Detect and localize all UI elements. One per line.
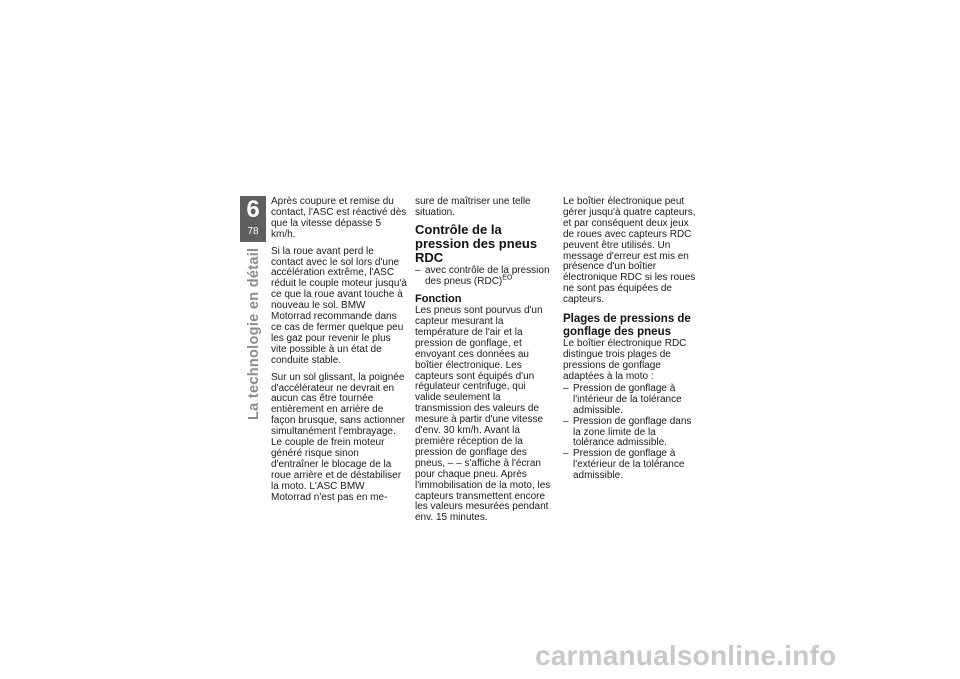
chapter-title: La technologie en détail [246,247,262,420]
paragraph: Sur un sol glissant, la poignée d'accélérateur ne devrait en aucun cas être tournée entièrement en arrière de façon brusque, sans actionner simultanément l'embrayage. Le couple de frein moteur généré risque sinon d'entraîner le blocage de la roue arrière et de déstabiliser la moto. L'ASC BMW Motorrad n'est pas en me- [271,371,405,503]
paragraph: Les pneus sont pourvus d'un capteur mesurant la température de l'air et la pression de gonflage, et envoyant ces données au boîtier électronique. Les capteurs sont équipés d'un régulateur centrifuge, qui valide seulement la transmission des valeurs de mesure à partir d'une vitesse d'env. 30 km/h. Avant la première réception de la pression de gonflage des pneus, – – s'affiche à l'écran pour chaque pneu. Après l'immobilisation de la moto, les capteurs transmettent encore les valeurs mesurées pendant env. 15 minutes. [415,305,551,524]
list-item: – Pression de gonflage à l'intérieur de la tolérance admissible. [563,384,699,417]
bullet-list [563,384,699,482]
page-number: 78 [247,226,259,237]
watermark: carmanualsonline.info [535,640,837,671]
chapter-tab [240,196,266,242]
paragraph: Le boîtier électronique RDC distingue trois plages de pressions de gonflage adaptées à la moto : [563,338,687,382]
list-item [415,266,551,288]
list-item-text: avec contrôle de la pression des pneus (RDC) [425,264,550,287]
list-item: – Pression de gonflage dans la zone limite de la tolérance admissible. [563,417,699,450]
bullet-list [415,266,551,288]
column-1 [271,197,407,503]
paragraph: Le boîtier électronique peut gérer jusqu'à quatre capteurs, et par conséquent deux jeux de roues avec capteurs RDC peuvent être utilisés. Un message d'erreur est mis en présence d'un boîtier électronique RDC si les roues ne sont pas équipées de capteurs. [563,196,696,306]
subsection-heading: Plages de pressions de gonflage des pneus [563,313,691,338]
list-item: – Pression de gonflage à l'extérieur de la tolérance admissible. [563,449,699,482]
option-superscript: EO [502,274,513,282]
column-3 [563,197,699,482]
column-2 [415,197,551,524]
subsection-heading: Fonction [415,292,462,305]
section-heading: Contrôle de la pression des pneus RDC [415,221,538,265]
paragraph: Après coupure et remise du contact, l'ASC est réactivé dès que la vitesse dépasse 5 km/h. [271,196,407,240]
paragraph: Si la roue avant perd le contact avec le sol lors d'une accélération extrême, l'ASC réduit le couple moteur jusqu'à ce que la roue avant touche à nouveau le sol. BMW Motorrad recommande dans ce cas de fermer quelque peu les gaz pour revenir le plus vite possible à un état de conduite stable. [271,245,407,366]
paragraph: sure de maîtriser une telle situation. [415,196,531,218]
chapter-number: 6 [246,196,260,223]
